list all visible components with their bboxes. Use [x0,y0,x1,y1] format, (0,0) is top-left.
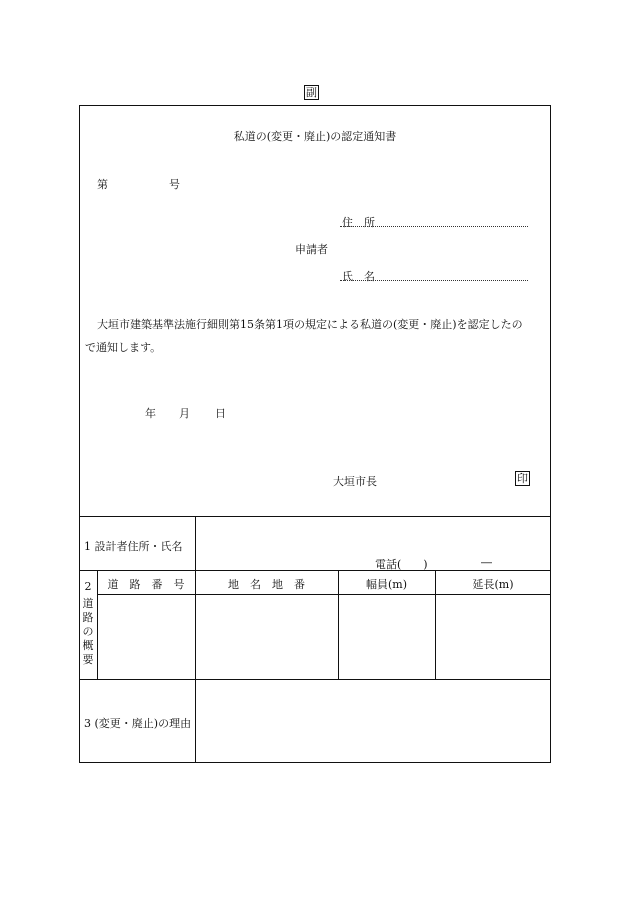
table-left-column-rule [195,516,196,763]
name-label: 氏 名 [342,270,375,283]
copy-stamp: 副 [306,86,317,99]
document-frame [79,105,551,763]
road-header-bottom-rule [97,594,551,595]
road-section-label: 道路の概要 [82,597,94,666]
col-width: 幅員(m) [365,578,407,591]
reason-label: 3 (変更・廃止)の理由 [84,717,192,730]
applicant-label: 申請者 [295,243,328,256]
address-label: 住 所 [342,216,375,229]
designer-label: 1 設計者住所・氏名 [84,540,183,553]
date-month: 月 [179,407,190,420]
mayor-label: 大垣市長 [333,475,377,488]
body-text-line1: 大垣市建築基準法施行細則第15条第1項の規定による私道の(変更・廃止)を認定したの [97,318,523,331]
address-dotted-line [340,226,528,227]
name-dotted-line [340,280,528,281]
phone-label: 電話( ) [375,558,428,571]
table-top-rule [79,516,551,517]
seal-stamp: 印 [517,472,528,485]
number-label-go: 号 [169,178,180,191]
phone-dash: ― [481,556,492,569]
road-section-bottom-rule [79,679,551,680]
road-section-top-rule [79,570,551,571]
date-year: 年 [145,407,156,420]
document-title: 私道の(変更・廃止)の認定通知書 [233,130,397,143]
col-lot: 地 名 地 番 [228,578,305,591]
body-text-line2: で通知します。 [85,341,162,354]
date-day: 日 [215,407,226,420]
col-length: 延長(m) [472,578,514,591]
number-label-dai: 第 [97,178,108,191]
col-road-number: 道 路 番 号 [107,578,185,591]
road-section-number: 2 [84,580,92,593]
